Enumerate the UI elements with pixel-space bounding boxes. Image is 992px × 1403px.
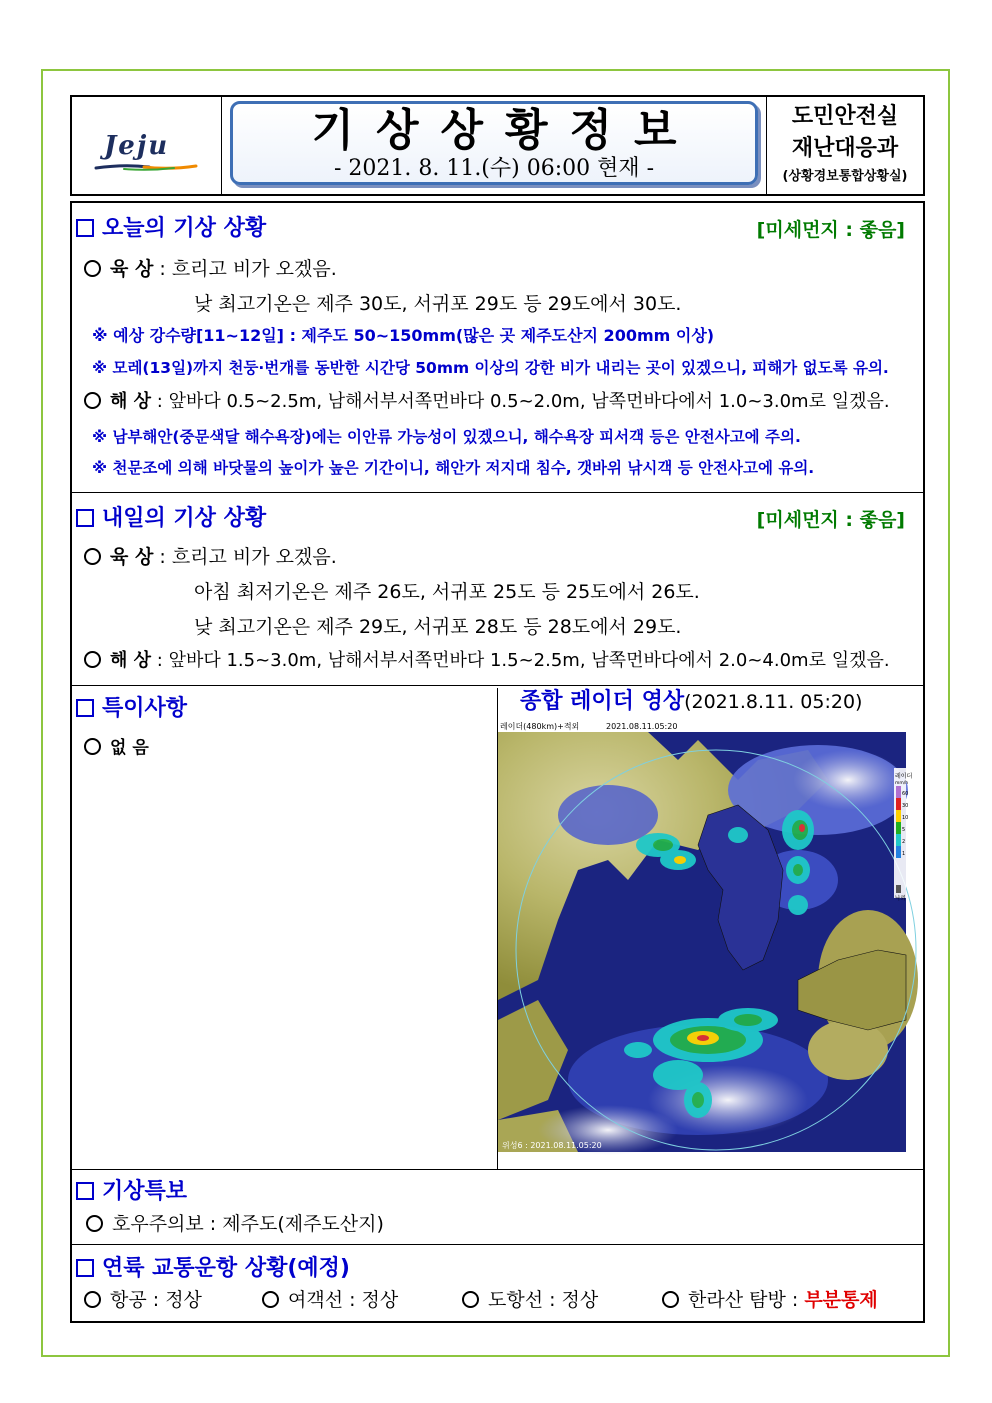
checkbox-square-icon bbox=[76, 699, 94, 717]
legend-value: 60 bbox=[902, 791, 909, 797]
today-riptide-note: ※ 남부해안(중문색달 해수욕장)에는 이안류 가능성이 있겠으니, 해수욕장 피서객 등은 안전사고에 주의. bbox=[92, 428, 801, 446]
traffic-ferry: 여객선 : 정상 bbox=[262, 1287, 398, 1313]
circle-bullet-icon bbox=[84, 738, 101, 755]
circle-bullet-icon bbox=[462, 1291, 479, 1308]
dept-office: (상황경보통합상황실) bbox=[782, 169, 908, 184]
tomorrow-land-max: 낮 최고기온은 제주 29도, 서귀포 28도 등 28도에서 29도. bbox=[194, 616, 682, 638]
circle-bullet-icon bbox=[84, 260, 101, 277]
legend-value: 30 bbox=[902, 803, 909, 809]
radar-caption-bottom: 위성6 : 2021.08.11.05:20 bbox=[502, 1141, 602, 1150]
logo-swoosh-icon bbox=[94, 163, 198, 171]
today-rain-note: ※ 예상 강수량[11~12일] : 제주도 50~150mm(많은 곳 제주도산지 200mm 이상) bbox=[92, 326, 715, 345]
title-cell bbox=[222, 97, 767, 194]
today-sea: 해 상 : 앞바다 0.5~2.5m, 남해서부서쪽먼바다 0.5~2.0m, 남쪽먼바다에서 1.0~3.0m로 일겠음. bbox=[84, 389, 890, 415]
header bbox=[70, 95, 925, 196]
circle-bullet-icon bbox=[84, 1291, 101, 1308]
section-divider bbox=[72, 685, 923, 686]
traffic-hallasan: 한라산 탐방 : 부분통제 bbox=[662, 1287, 878, 1313]
checkbox-square-icon bbox=[76, 219, 94, 237]
hallasan-status: 부분통제 bbox=[804, 1289, 878, 1311]
today-dust-status: [미세먼지 : 좋음] bbox=[756, 219, 905, 241]
circle-bullet-icon bbox=[86, 1215, 103, 1232]
radar-panel bbox=[497, 688, 923, 1169]
warning-item: 호우주의보 : 제주도(제주도산지) bbox=[86, 1211, 384, 1237]
radar-caption-time: 2021.08.11.05:20 bbox=[606, 722, 678, 731]
radar-satellite-image bbox=[498, 720, 913, 1152]
special-item: 없 음 bbox=[84, 735, 149, 761]
today-land-temp: 낮 최고기온은 제주 30도, 서귀포 29도 등 29도에서 30도. bbox=[194, 293, 682, 315]
today-land: 육 상 : 흐리고 비가 오겠음. bbox=[84, 256, 337, 282]
report-body bbox=[70, 201, 925, 1323]
legend-value: 1 bbox=[902, 851, 906, 857]
section-divider bbox=[72, 1169, 923, 1170]
radar-caption-top: 레이더(480km)+적외 bbox=[500, 722, 580, 731]
section-tomorrow-title: 내일의 기상 상황 bbox=[76, 505, 266, 533]
department-cell bbox=[767, 97, 923, 194]
circle-bullet-icon bbox=[262, 1291, 279, 1308]
tomorrow-land: 육 상 : 흐리고 비가 오겠음. bbox=[84, 544, 337, 570]
section-warning-title: 기상특보 bbox=[76, 1178, 187, 1206]
checkbox-square-icon bbox=[76, 1259, 94, 1277]
radar-map-graphic bbox=[498, 720, 913, 1152]
legend-unit: mm/h bbox=[895, 781, 909, 786]
dept-division: 재난대응과 bbox=[791, 136, 899, 161]
legend-value: 2 bbox=[902, 839, 906, 845]
section-divider bbox=[72, 1244, 923, 1245]
jeju-logo: Jeju bbox=[104, 131, 170, 161]
legend-title: 레이더 bbox=[895, 773, 913, 780]
circle-bullet-icon bbox=[662, 1291, 679, 1308]
dept-name: 도민안전실 bbox=[791, 104, 899, 129]
tomorrow-dust-status: [미세먼지 : 좋음] bbox=[756, 509, 905, 531]
today-storm-note: ※ 모레(13일)까지 천둥·번개를 동반한 시간당 50mm 이상의 강한 비가 내리는 곳이 있겠으니, 피해가 없도록 유의. bbox=[92, 359, 889, 377]
page-title: 기상상황정보 bbox=[311, 105, 699, 156]
section-special-title: 특이사항 bbox=[76, 695, 187, 723]
today-tide-note: ※ 천문조에 의해 바닷물의 높이가 높은 기간이니, 해안가 저지대 침수, 갯바위 낚시객 등 안전사고에 유의. bbox=[92, 459, 815, 477]
checkbox-square-icon bbox=[76, 509, 94, 527]
section-traffic-title: 연륙 교통운항 상황(예정) bbox=[76, 1255, 350, 1283]
radar-title: 종합 레이더 영상(2021.8.11. 05:20) bbox=[520, 689, 863, 714]
traffic-air: 항공 : 정상 bbox=[84, 1287, 202, 1313]
section-today-title: 오늘의 기상 상황 bbox=[76, 215, 266, 243]
logo-cell bbox=[72, 97, 222, 194]
circle-bullet-icon bbox=[84, 392, 101, 409]
circle-bullet-icon bbox=[84, 548, 101, 565]
title-box bbox=[230, 101, 758, 185]
traffic-islands: 도항선 : 정상 bbox=[462, 1287, 598, 1313]
checkbox-square-icon bbox=[76, 1182, 94, 1200]
legend-value: 5 bbox=[902, 827, 906, 833]
tomorrow-land-min: 아침 최저기온은 제주 26도, 서귀포 25도 등 25도에서 26도. bbox=[194, 581, 700, 603]
tomorrow-sea: 해 상 : 앞바다 1.5~3.0m, 남해서부서쪽먼바다 1.5~2.5m, 남쪽먼바다에서 2.0~4.0m로 일겠음. bbox=[84, 648, 890, 674]
report-date: - 2021. 8. 11.(수) 06:00 현재 - bbox=[333, 156, 655, 181]
legend-value: 10 bbox=[902, 815, 909, 821]
section-divider bbox=[72, 492, 923, 493]
circle-bullet-icon bbox=[84, 651, 101, 668]
legend-lightning: 낙뢰 bbox=[895, 896, 906, 902]
